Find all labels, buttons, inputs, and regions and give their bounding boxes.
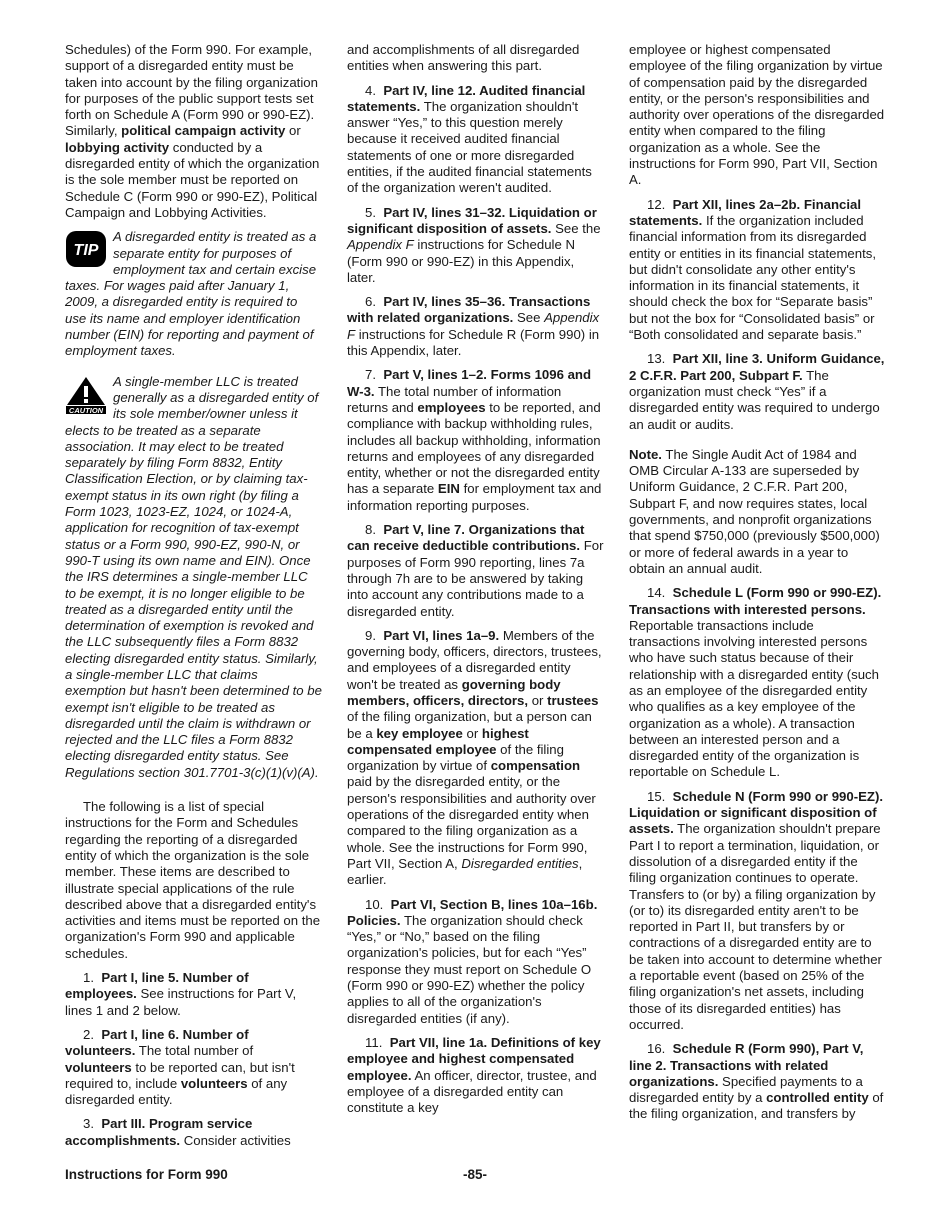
tip-callout [65,229,322,359]
list-item: 16. Schedule R (Form 990), Part V, line 2. Transactions with related organizations. Specified payments to a disregarded entity by a controlled entity of the filing organization, and transfers by [629,1041,884,1122]
svg-text:TIP: TIP [73,242,99,260]
list-item: 14. Schedule L (Form 990 or 990-EZ). Transactions with interested persons. Reportable transactions include transactions involving interested persons who have such status because of their relationship with a disregarded entity (such as an employee of the disregarded entity who qualifies as a key employee of the organization as a whole). A transaction between an interested person and a disregarded entity of the organization is reportable on Schedule L. [629,585,882,780]
list-item: 2. Part I, line 6. Number of volunteers. The total number of volunteers to be reported can, but isn't required to, include volunteers of any disregarded entity. [65,1026,295,1108]
caution-text: A single-member LLC is treated generally as a disregarded entity of its sole member/owner unless it elects to be treated as a separate association. It may elect to be treated separately by filing Form 8832, Entity Classification Election, or by claiming tax-exempt status in its own right (by filing a Form 1023, 1023-EZ, 1024, or 1024-A, application for recognition of tax-exempt status or a Form 990, 990-EZ, 990-N, or 990-T using its own name and EIN). Once the IRS determines a single-member LLC to be exempt, it is no longer eligible to be treated as a disregarded entity until the determination of exemption is revoked and the LLC subsequently files a Form 8832 electing disregarded entity status. Similarly, a single-member LLC that claims exemption but hasn't been determined to be exempt isn't eligible to be treated as disregarded until the claim is withdrawn or rejected and the LLC files a Form 8832 electing disregarded entity status. See Regulations section 301.7701-3(c)(1)(v)(A). [65,373,322,780]
page-number: -85- [463,1167,488,1182]
tip-icon [65,230,107,268]
footer-title: Instructions for Form 990 [65,1167,228,1182]
paragraph: Schedules) of the Form 990. For example, support of a disregarded entity must be taken into account by the filing organization for purposes of the public support tests set forth on Schedule A (Form 990 or 990-EZ). Similarly, political campaign activity or lobbying activity conducted by a disregarded entity of which the organization is the sole member must be reported on Schedule C (Form 990 or 990-EZ), Political Campaign and Lobbying Activities. [65,42,320,220]
list-item: 12. Part XII, lines 2a–2b. Financial statements. If the organization included financial information from its disregarded entity or entities in its financial statements, but didn't consolidate any other entity's information in its financial statements, it should check the box for “Separate basis” but not the box for “Consolidated basis” or “Both consolidated and separate basis.” [629,196,877,343]
list-item: 10. Part VI, Section B, lines 10a–16b. Policies. The organization should check “Yes,” or “No,” based on the filing organization's policies, but for each “Yes” response they must report on Schedule O (Form 990 or 990-EZ) whether the policy applies to all of the organization's disregarded entities (if any). [347,896,598,1026]
list-item: 11. Part VII, line 1a. Definitions of key employee and highest compensated employee. An officer, director, trustee, and employee of a disregarded entity can constitute a key [347,1034,601,1116]
list-item: 8. Part V, line 7. Organizations that can receive deductible contributions. For purposes of Form 990 reporting, lines 7a through 7h are to be answered by taking into account any contributions made to a disregarded entity. [347,522,604,619]
list-item: 9. Part VI, lines 1a–9. Members of the governing body, officers, directors, trustees, and employees of a disregarded entity won't be treated as governing body members, officers, directors, or trustees of the filing organization, but a person can be a key employee or highest compensated employee of the filing organization by virtue of compensation paid by the disregarded entity, or the person's responsibilities and authority over operations of the disregarded entity when compared to the filing organization as a whole. See the instructions for Form 990, Part VII, Section A, Disregarded entities, earlier. [347,627,602,888]
list-item: 13. Part XII, line 3. Uniform Guidance, 2 C.F.R. Part 200, Subpart F. The organization must check “Yes” if a disregarded entity was required to undergo an audit or audits. [629,351,885,432]
list-item: 3. Part III. Program service accomplishments. Consider activities [65,1116,291,1148]
column-3 [629,42,886,1131]
caution-icon [65,375,107,415]
paragraph: and accomplishments of all disregarded entities when answering this part. [347,42,580,74]
page-footer [65,1167,887,1185]
list-item: 7. Part V, lines 1–2. Forms 1096 and W-3. The total number of information returns and employees to be reported, and compliance with backup withholding rules, includes all backup withholding, information returns and employees of any disregarded entity, whether or not the disregarded entity has a separate EIN for employment tax and information reporting purposes. [347,367,602,513]
list-item: 15. Schedule N (Form 990 or 990-EZ). Liquidation or significant disposition of assets. The organization shouldn't prepare Part I to report a termination, liquidation, or dissolution of a disregarded entity if the filing organization continues to operate. Transfers to (or by) a filing organization by (or to) its disregarded entity aren't to be reported in Part II, but transfers by or contractions of a disregarded entity are to be taken into account to determine whether a reportable event (based on 25% of the filing organization's net assets, including those of its disregarded entities) has occurred. [629,788,883,1032]
caution-callout [65,374,322,781]
column-1 [65,42,322,1157]
note-paragraph: Note. The Single Audit Act of 1984 and OMB Circular A-133 are superseded by Uniform Guidance, 2 C.F.R. Part 200, Subpart F, and now requires states, local governments, and nonprofit organizations that spend $750,000 (previously $500,000) or more of federal awards in a year to obtain an annual audit. [629,446,880,576]
svg-text:CAUTION: CAUTION [68,405,104,415]
list-item: 4. Part IV, line 12. Audited financial statements. The organization shouldn't answer “Yes,” to this question merely because it received audited financial statements of one or more disregarded entities, if the audited financial statements of the organization weren't audited. [347,82,592,196]
list-item: 5. Part IV, lines 31–32. Liquidation or significant disposition of assets. See the Appendix F instructions for Schedule N (Form 990 or 990-EZ) in this Appendix, later. [347,204,601,285]
list-item: 6. Part IV, lines 35–36. Transactions with related organizations. See Appendix F instructions for Schedule R (Form 990) in this Appendix, later. [347,294,600,359]
paragraph: employee or highest compensated employee of the filing organization by virtue of compensation paid by the disregarded entity, or the person's responsibilities and authority over operations of the disregarded entity when compared to the filing organization as a whole. See the instructions for Form 990, Part VII, Section A. [629,42,885,188]
column-2 [347,42,604,1124]
paragraph: The following is a list of special instructions for the Form and Schedules regarding the reporting of a disregarded entity of which the organization is the sole member. These items are described to illustrate special applications of the rule described above that a disregarded entity's activities and items must be reported on the organization's Form 990 and applicable schedules. [65,799,321,961]
tip-text: A disregarded entity is treated as a separate entity for purposes of employment tax and certain excise taxes. For wages paid after January 1, 2009, a disregarded entity is required to use its name and employer identification number (EIN) for reporting and payment of employment taxes. [65,229,317,359]
list-item: 1. Part I, line 5. Number of employees. See instructions for Part V, lines 1 and 2 below. [65,970,297,1018]
